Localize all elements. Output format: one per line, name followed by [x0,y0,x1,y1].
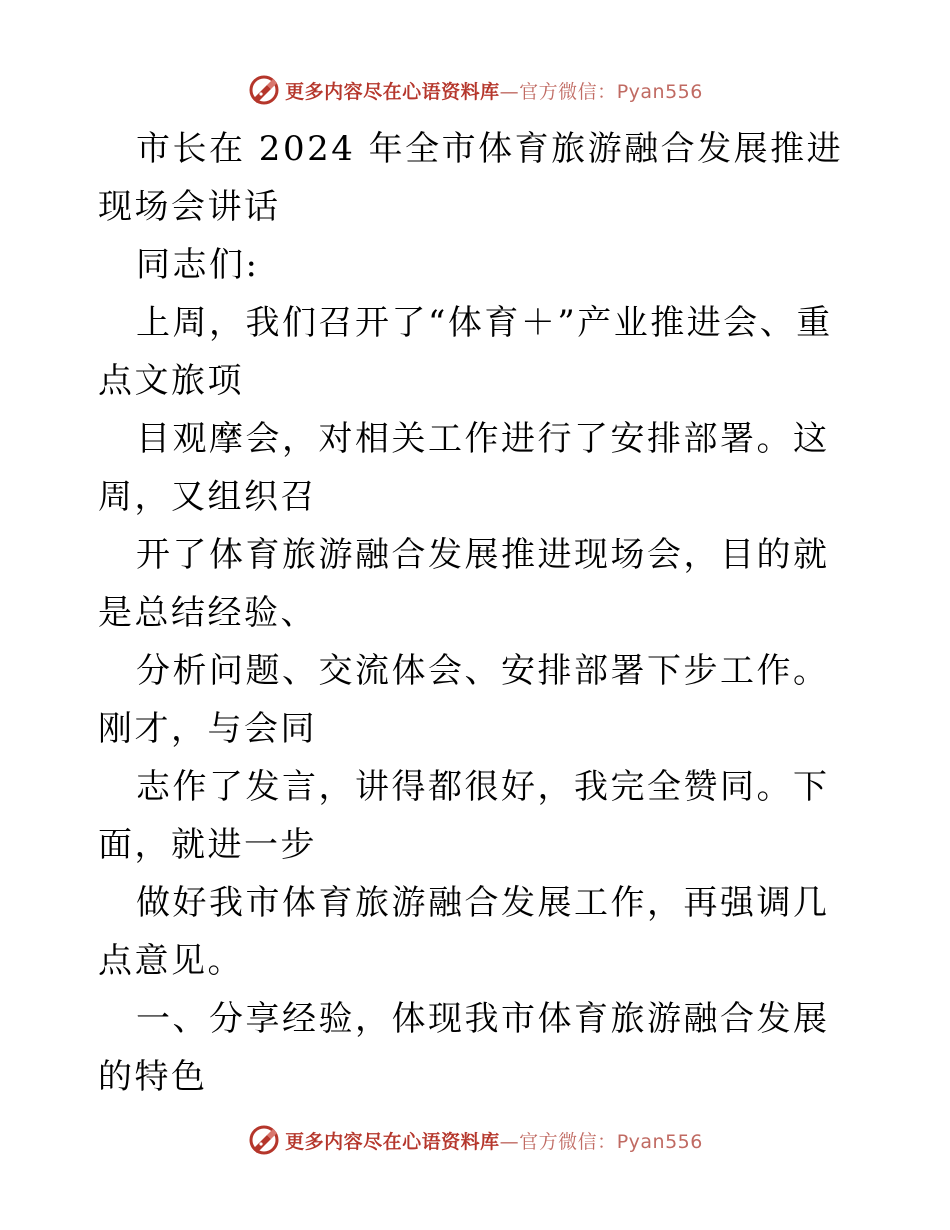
document-body [98,120,858,1106]
watermark-id: Pyan556 [616,1130,703,1153]
body-paragraph: 开了体育旅游融合发展推进现场会，目的就是总结经验、 [98,535,830,633]
watermark-brand: 更多内容尽在心语资料库 [285,80,500,103]
pen-logo-icon [247,1123,281,1157]
header-watermark [0,70,950,110]
body-paragraph: 目观摩会，对相关工作进行了安排部署。这周，又组织召 [98,419,830,517]
footer-watermark [0,1120,950,1160]
watermark-separator: — [499,80,520,103]
watermark-text [285,77,703,104]
watermark-text [285,1127,703,1154]
watermark-id: Pyan556 [616,80,703,103]
salutation: 同志们: [136,245,260,285]
body-paragraph: 做好我市体育旅游融合发展工作，再强调几点意见。 [98,883,830,981]
watermark-brand: 更多内容尽在心语资料库 [285,1130,500,1153]
pen-logo-icon [247,73,281,107]
document-title: 市长在 2024 年全市体育旅游融合发展推进现场会讲话 [98,129,844,227]
body-paragraph: 志作了发言，讲得都很好，我完全赞同。下面，就进一步 [98,767,830,865]
body-paragraph: 分析问题、交流体会、安排部署下步工作。刚才，与会同 [98,651,830,749]
watermark-label: 官方微信： [519,1130,617,1153]
watermark-label: 官方微信： [519,80,617,103]
watermark-separator: — [499,1130,520,1153]
section-heading: 一、分享经验，体现我市体育旅游融合发展的特色 [98,999,830,1097]
body-paragraph: 上周，我们召开了“体育＋”产业推进会、重点文旅项 [98,303,833,401]
